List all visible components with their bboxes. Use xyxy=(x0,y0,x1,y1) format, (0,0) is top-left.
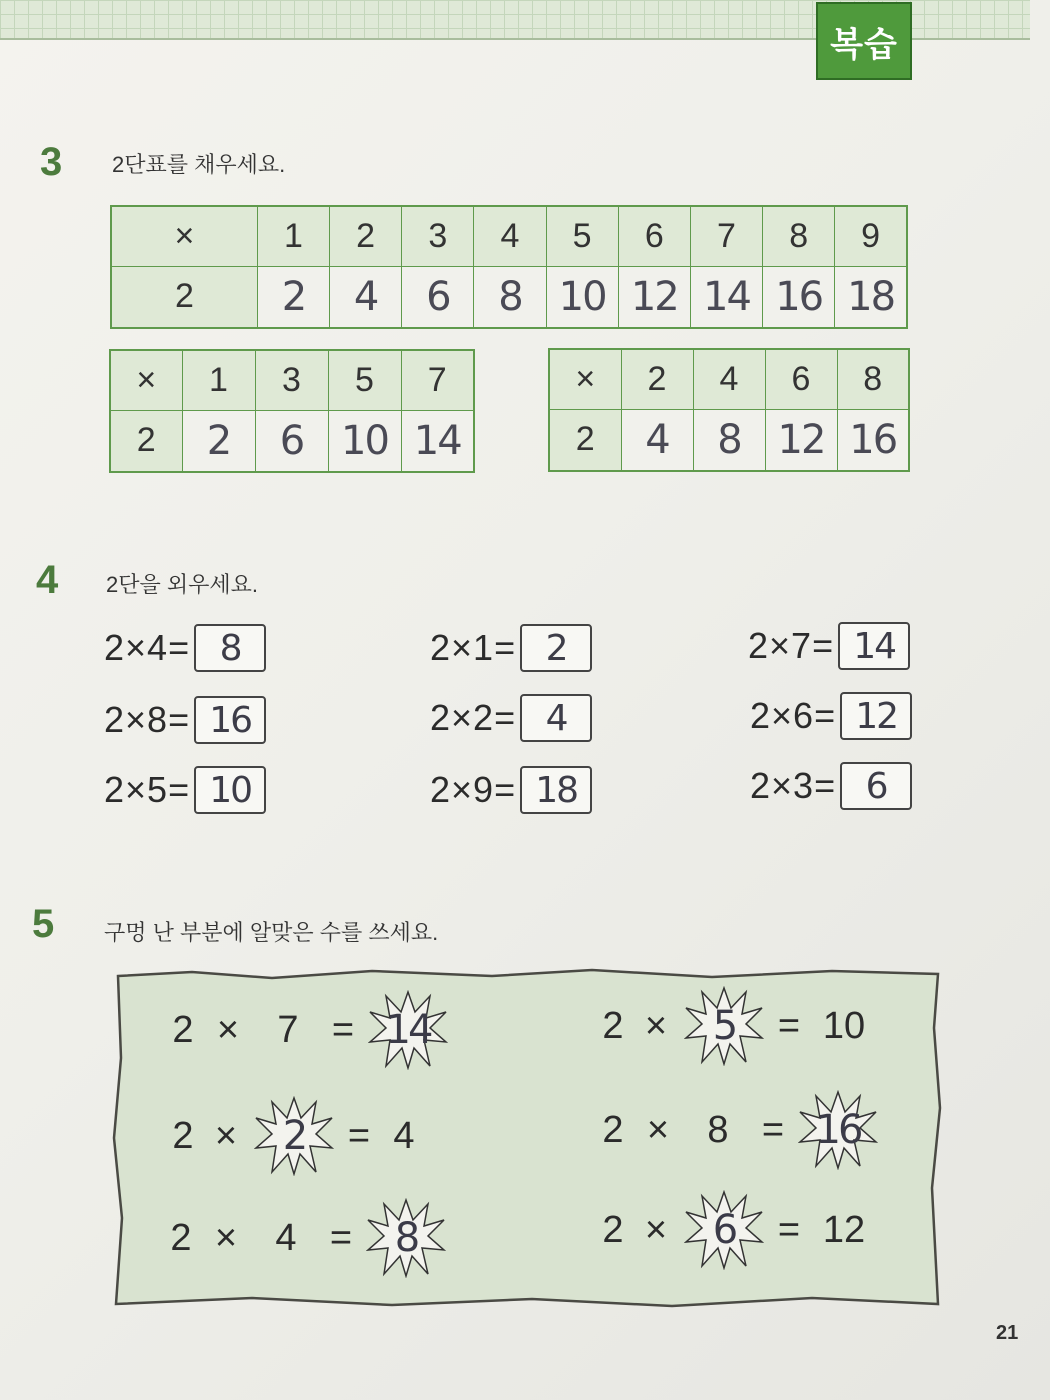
answer-box[interactable]: 8 xyxy=(194,624,266,672)
table-header-cell: 1 xyxy=(182,350,255,410)
hole-answer[interactable]: 8 xyxy=(394,1215,418,1261)
hole-burst[interactable] xyxy=(684,986,764,1066)
answer-box[interactable]: 4 xyxy=(520,694,592,742)
hole-answer[interactable]: 14 xyxy=(385,1007,431,1053)
table-header-cell: 2 xyxy=(621,349,693,409)
answer-cell[interactable]: 8 xyxy=(693,409,765,471)
times-table-full xyxy=(110,205,908,329)
operand: 2 xyxy=(170,1216,192,1259)
question-3-number: 3 xyxy=(40,140,63,184)
operand: 2 xyxy=(172,1008,194,1051)
hole-burst[interactable] xyxy=(798,1090,878,1170)
answer-box[interactable]: 12 xyxy=(840,692,912,740)
table-header-cell: 4 xyxy=(693,349,765,409)
operator: × xyxy=(214,1114,238,1157)
times-table-odd xyxy=(109,349,475,473)
equals-sign: = xyxy=(329,1216,353,1259)
operand: 4 xyxy=(275,1216,297,1259)
table-header-cell: 2 xyxy=(330,206,402,266)
equals-sign: = xyxy=(347,1114,371,1157)
operand: 2 xyxy=(172,1114,194,1157)
table-row-label: 2 xyxy=(111,266,257,328)
operand: 7 xyxy=(277,1008,299,1051)
answer-cell[interactable]: 4 xyxy=(330,266,402,328)
equation-expr: 2×9= xyxy=(430,769,517,810)
hole-burst[interactable] xyxy=(254,1096,334,1176)
hole-burst[interactable] xyxy=(366,1198,446,1278)
equation xyxy=(104,766,266,814)
equation xyxy=(748,622,910,670)
equation xyxy=(430,766,592,814)
table-op-cell: × xyxy=(110,350,182,410)
equation xyxy=(750,762,912,810)
page-number: 21 xyxy=(996,1322,1019,1344)
equation-expr: 2×6= xyxy=(750,695,837,736)
table-op-cell: × xyxy=(111,206,257,266)
answer-cell[interactable]: 2 xyxy=(182,410,255,472)
answer-cell[interactable]: 4 xyxy=(621,409,693,471)
table-header-cell: 6 xyxy=(618,206,690,266)
answer-cell[interactable]: 2 xyxy=(257,266,329,328)
hole-answer[interactable]: 2 xyxy=(282,1113,306,1159)
table-row-label: 2 xyxy=(110,410,182,472)
table-row-label: 2 xyxy=(549,409,621,471)
table-header-cell: 3 xyxy=(402,206,474,266)
hole-equation xyxy=(168,1096,424,1176)
answer-box[interactable]: 10 xyxy=(194,766,266,814)
equation xyxy=(430,694,592,742)
hole-answer[interactable]: 16 xyxy=(815,1107,861,1153)
equation-expr: 2×2= xyxy=(430,697,517,738)
answer-cell[interactable]: 10 xyxy=(328,410,401,472)
answer-box[interactable]: 2 xyxy=(520,624,592,672)
equation-expr: 2×5= xyxy=(104,769,191,810)
answer-box[interactable]: 6 xyxy=(840,762,912,810)
table-header-cell: 8 xyxy=(837,349,909,409)
operand: 8 xyxy=(707,1108,729,1151)
hole-equation xyxy=(598,1190,874,1270)
equation-expr: 2×7= xyxy=(748,625,835,666)
result: 10 xyxy=(822,1004,866,1047)
hole-equation xyxy=(166,1198,446,1278)
equals-sign: = xyxy=(761,1108,785,1151)
table-header-cell: 1 xyxy=(257,206,329,266)
answer-cell[interactable]: 8 xyxy=(474,266,546,328)
answer-box[interactable]: 14 xyxy=(838,622,910,670)
table-header-cell: 5 xyxy=(546,206,618,266)
operator: × xyxy=(646,1108,670,1151)
answer-cell[interactable]: 14 xyxy=(401,410,474,472)
question-4-instruction: 2단을 외우세요. xyxy=(106,572,258,597)
answer-cell[interactable]: 12 xyxy=(765,409,837,471)
hole-burst[interactable] xyxy=(368,990,448,1070)
hole-equation xyxy=(598,986,874,1066)
equation-expr: 2×4= xyxy=(104,627,191,668)
answer-cell[interactable]: 16 xyxy=(763,266,835,328)
operand: 2 xyxy=(602,1004,624,1047)
table-header-cell: 3 xyxy=(255,350,328,410)
equation xyxy=(430,624,592,672)
question-5-instruction: 구멍 난 부분에 알맞은 수를 쓰세요. xyxy=(104,920,439,945)
hole-equation xyxy=(168,990,448,1070)
answer-cell[interactable]: 6 xyxy=(402,266,474,328)
answer-box[interactable]: 18 xyxy=(520,766,592,814)
answer-box[interactable]: 16 xyxy=(194,696,266,744)
answer-cell[interactable]: 16 xyxy=(837,409,909,471)
equals-sign: = xyxy=(777,1208,801,1251)
equation xyxy=(104,696,266,744)
result: 4 xyxy=(393,1114,415,1157)
equation xyxy=(104,624,266,672)
equals-sign: = xyxy=(777,1004,801,1047)
answer-cell[interactable]: 10 xyxy=(546,266,618,328)
table-header-cell: 7 xyxy=(401,350,474,410)
hole-answer[interactable]: 5 xyxy=(712,1003,736,1049)
table-header-cell: 9 xyxy=(835,206,907,266)
times-table-even xyxy=(548,348,910,472)
operator: × xyxy=(214,1216,238,1259)
equation-expr: 2×1= xyxy=(430,627,517,668)
equation-expr: 2×8= xyxy=(104,699,191,740)
operand: 2 xyxy=(602,1208,624,1251)
table-header-cell: 8 xyxy=(763,206,835,266)
table-header-cell: 5 xyxy=(328,350,401,410)
hole-equation xyxy=(598,1090,878,1170)
operator: × xyxy=(216,1008,240,1051)
operator: × xyxy=(644,1004,668,1047)
answer-cell[interactable]: 12 xyxy=(618,266,690,328)
table-header-cell: 6 xyxy=(765,349,837,409)
question-4-number: 4 xyxy=(36,558,59,602)
review-badge: 복습 xyxy=(816,2,912,80)
table-header-cell: 7 xyxy=(690,206,762,266)
hole-answer[interactable]: 6 xyxy=(712,1207,736,1253)
operand: 2 xyxy=(602,1108,624,1151)
result: 12 xyxy=(822,1208,866,1251)
table-header-cell: 4 xyxy=(474,206,546,266)
question-5-number: 5 xyxy=(32,902,55,946)
answer-cell[interactable]: 14 xyxy=(690,266,762,328)
equals-sign: = xyxy=(331,1008,355,1051)
answer-cell[interactable]: 6 xyxy=(255,410,328,472)
equation xyxy=(750,692,912,740)
hole-burst[interactable] xyxy=(684,1190,764,1270)
operator: × xyxy=(644,1208,668,1251)
question-3-instruction: 2단표를 채우세요. xyxy=(112,152,286,177)
answer-cell[interactable]: 18 xyxy=(835,266,907,328)
table-op-cell: × xyxy=(549,349,621,409)
equation-expr: 2×3= xyxy=(750,765,837,806)
